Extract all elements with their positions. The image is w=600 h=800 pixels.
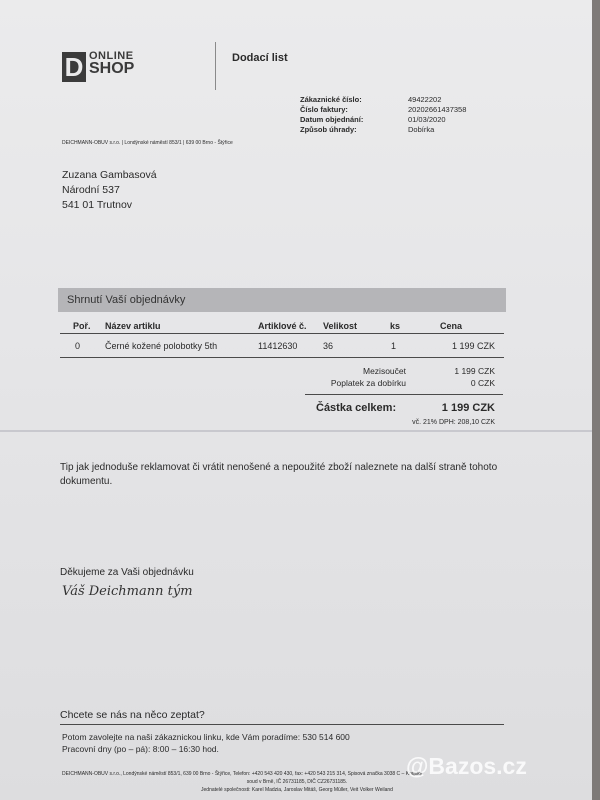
- item-quantity: 1: [391, 341, 397, 351]
- meta-value: 20202661437358: [408, 105, 467, 114]
- item-name: Černé kožené polobotky 5th: [105, 341, 218, 351]
- table-row-rule: [60, 357, 504, 358]
- item-price: 1 199 CZK: [451, 341, 495, 351]
- meta-row: [300, 115, 466, 125]
- meta-value: 49422202: [408, 95, 442, 104]
- address-line: 541 01 Trutnov: [62, 199, 133, 211]
- subtotal-value: 1 199 CZK: [454, 366, 495, 376]
- total-label: Částka celkem:: [316, 402, 397, 414]
- question-rule: [60, 724, 504, 725]
- address-line: Zuzana Gambasová: [62, 169, 157, 181]
- table-header-rule: [60, 333, 504, 334]
- col-header-article: Artiklové č.: [258, 321, 307, 331]
- paper-fold: [0, 430, 592, 432]
- thanks-text: Děkujeme za Vaši objednávku: [60, 567, 194, 578]
- col-header-price: Cena: [440, 321, 463, 331]
- footer-line: DEICHMANN-OBUV s.r.o., Londýnské náměstí 853/1, 639 00 Brno - Štýřice, Telefon: +420 543 420 430, fax: +420 543 215 314, Spisová značka 3038 C – Krajský: [62, 771, 423, 777]
- logo-online-text: ONLINE: [89, 50, 134, 62]
- vat-note: vč. 21% DPH: 208,10 CZK: [412, 419, 495, 426]
- col-header-qty: ks: [390, 321, 401, 331]
- meta-value: 01/03/2020: [408, 115, 446, 124]
- cod-fee-value: 0 CZK: [470, 378, 495, 388]
- meta-label: Zákaznické číslo:: [300, 95, 362, 104]
- summary-heading: Shrnutí Vaší objednávky: [58, 288, 506, 312]
- total-value: 1 199 CZK: [441, 402, 495, 414]
- meta-value: Dobírka: [408, 125, 435, 134]
- item-article-number: 11412630: [258, 341, 298, 351]
- question-heading: Chcete se nás na něco zeptat?: [60, 709, 205, 721]
- item-position: 0: [75, 341, 81, 351]
- footer-line: soud v Brně, IČ 26731185, DIČ CZ26731185.: [246, 779, 348, 785]
- col-header-position: Poř.: [73, 321, 91, 331]
- meta-row: [300, 95, 466, 105]
- meta-label: Číslo faktury:: [300, 105, 348, 114]
- order-meta: [300, 95, 466, 135]
- deichmann-logo-icon: D: [62, 52, 86, 82]
- contact-line: Potom zavolejte na naši zákaznickou linku, kde Vám poradíme: 530 514 600: [62, 732, 350, 742]
- signature: Váš Deichmann tým: [62, 584, 193, 599]
- recipient-address: [62, 168, 157, 213]
- item-size: 36: [323, 341, 334, 351]
- meta-row: [300, 125, 466, 135]
- return-tip: Tip jak jednoduše reklamovat či vrátit nenošené a nepoužité zboží naleznete na další straně tohoto dokumentu.: [60, 462, 498, 487]
- col-header-name: Název artiklu: [105, 321, 161, 331]
- meta-label: Způsob úhrady:: [300, 125, 357, 134]
- sender-line: DEICHMANN-OBUV s.r.o. | Londýnské náměstí 853/1 | 639 00 Brno - Štýřice: [62, 140, 233, 146]
- bazos-watermark: @Bazos.cz: [406, 753, 527, 779]
- logo-shop-text: SHOP: [89, 60, 135, 77]
- contact-line: Pracovní dny (po – pá): 8:00 – 16:30 hod.: [62, 744, 219, 754]
- header-divider: [215, 42, 216, 90]
- footer-line: Jednatelé společnosti: Karel Madzia, Jaroslav Mitáš, Georg Müller, Veit Volker Weiland: [201, 787, 393, 793]
- total-rule: [305, 394, 503, 395]
- cod-fee-label: Poplatek za dobírku: [330, 378, 406, 388]
- subtotal-label: Mezisoučet: [363, 366, 406, 376]
- meta-row: [300, 105, 466, 115]
- address-line: Národní 537: [62, 184, 120, 196]
- document-title: Dodací list: [232, 52, 288, 64]
- col-header-size: Velikost: [323, 321, 358, 331]
- contact-info: [62, 731, 350, 755]
- meta-label: Datum objednání:: [300, 115, 364, 124]
